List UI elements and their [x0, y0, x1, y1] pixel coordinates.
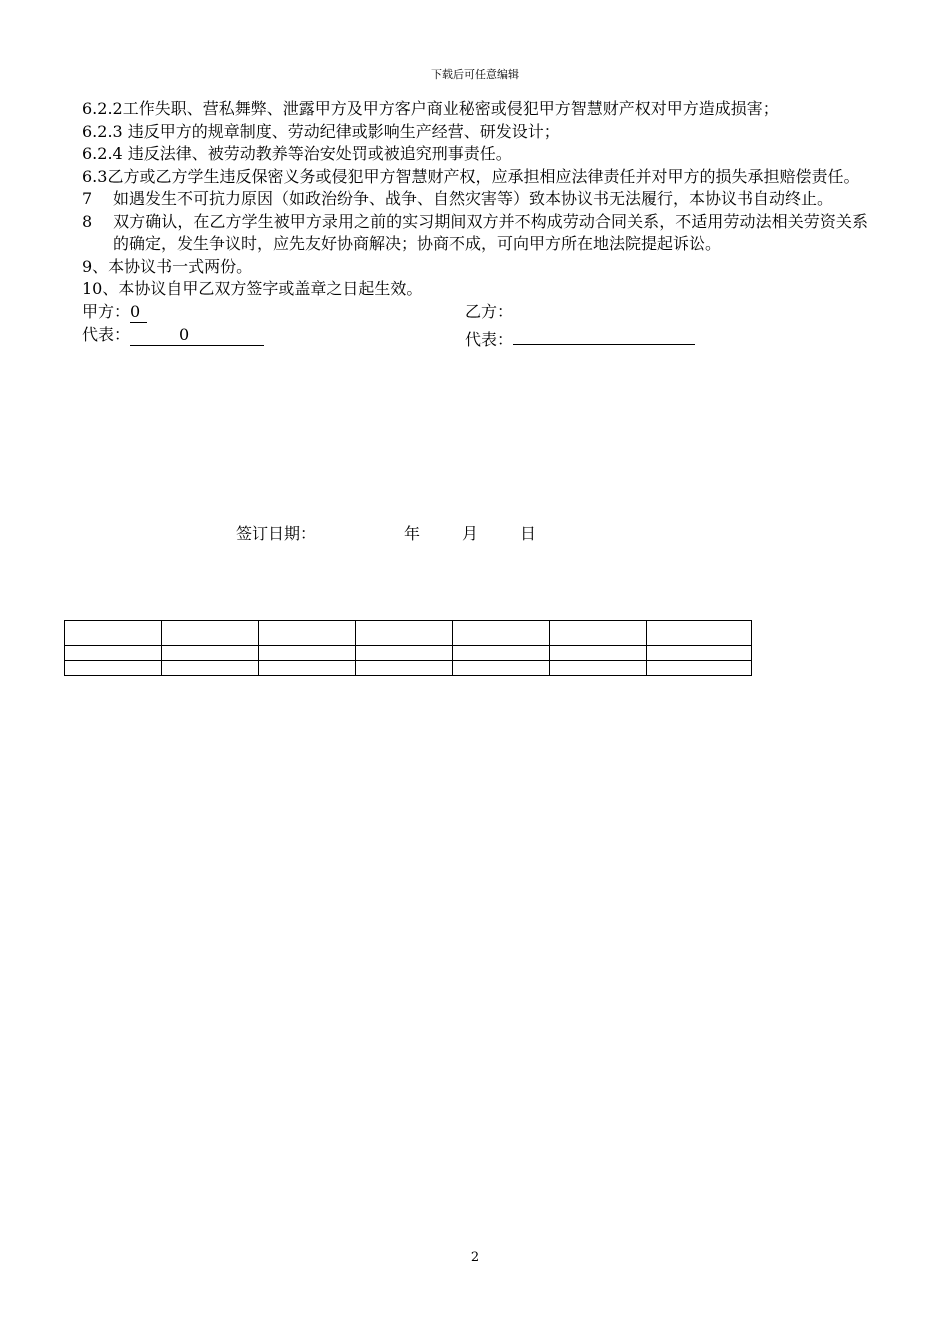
party-a: [82, 301, 147, 324]
rep-a-line: [130, 325, 264, 346]
table-row: [65, 661, 752, 676]
clause-9: 9、本协议书一式两份。: [82, 256, 253, 276]
clause-number: 8: [82, 211, 93, 231]
party-row: [82, 301, 868, 324]
rep-b: [465, 324, 695, 352]
blank-table: [64, 620, 752, 676]
document-body: [82, 98, 868, 347]
clause-6-2-3: 6.2.3 违反甲方的规章制度、劳动纪律或影响生产经营、研发设计；: [82, 121, 560, 141]
rep-b-label: 代表：: [465, 329, 514, 349]
clause-6-2-2: [82, 98, 868, 121]
clause-8: [82, 211, 868, 256]
date-day: 日: [520, 524, 537, 543]
representative-row: [82, 324, 868, 347]
rep-b-line: [513, 324, 695, 345]
rep-a-value: 0: [179, 324, 190, 344]
clause-text: 双方确认，在乙方学生被甲方录用之前的实习期间双方并不构成劳动合同关系，不适用劳动法相关劳资关系的确定，发生争议时，应先友好协商解决；协商不成，可向甲方所在地法院提起诉讼。: [113, 211, 868, 253]
table-row: [65, 646, 752, 661]
clause-text: 工作失职、营私舞弊、泄露甲方及甲方客户商业秘密或侵犯甲方智慧财产权对甲方造成损害；: [122, 99, 779, 118]
party-a-label: 甲方：: [82, 301, 131, 321]
date-year: 年: [404, 524, 421, 543]
clause-6-2-4: 6.2.4 违反法律、被劳动教养等治安处罚或被追究刑事责任。: [82, 144, 512, 163]
party-b: [465, 301, 513, 324]
page-number: 2: [470, 1250, 480, 1265]
table-row: [65, 621, 752, 646]
rep-a: [82, 324, 264, 347]
signing-date: [236, 521, 536, 544]
clause-text: 如遇发生不可抗力原因（如政治纷争、战争、自然灾害等）致本协议书无法履行，本协议书自动终止。: [113, 189, 834, 208]
rep-a-label: 代表：: [82, 324, 131, 344]
clause-number: 6.2.2: [82, 99, 123, 118]
clause-7: [82, 188, 868, 211]
date-label: 签订日期：: [236, 524, 317, 543]
party-b-label: 乙方：: [465, 301, 514, 321]
clause-10: 10、本协议自甲乙双方签字或盖章之日起生效。: [82, 279, 423, 298]
page-header: 下载后可任意编辑: [431, 68, 519, 81]
clause-number: 7: [82, 189, 93, 208]
date-month: 月: [462, 524, 479, 543]
clause-6-3: 6.3乙方或乙方学生违反保密义务或侵犯甲方智慧财产权，应承担相应法律责任并对甲方的损失承担赔偿责任。: [82, 166, 860, 186]
party-a-value: 0: [130, 302, 147, 323]
